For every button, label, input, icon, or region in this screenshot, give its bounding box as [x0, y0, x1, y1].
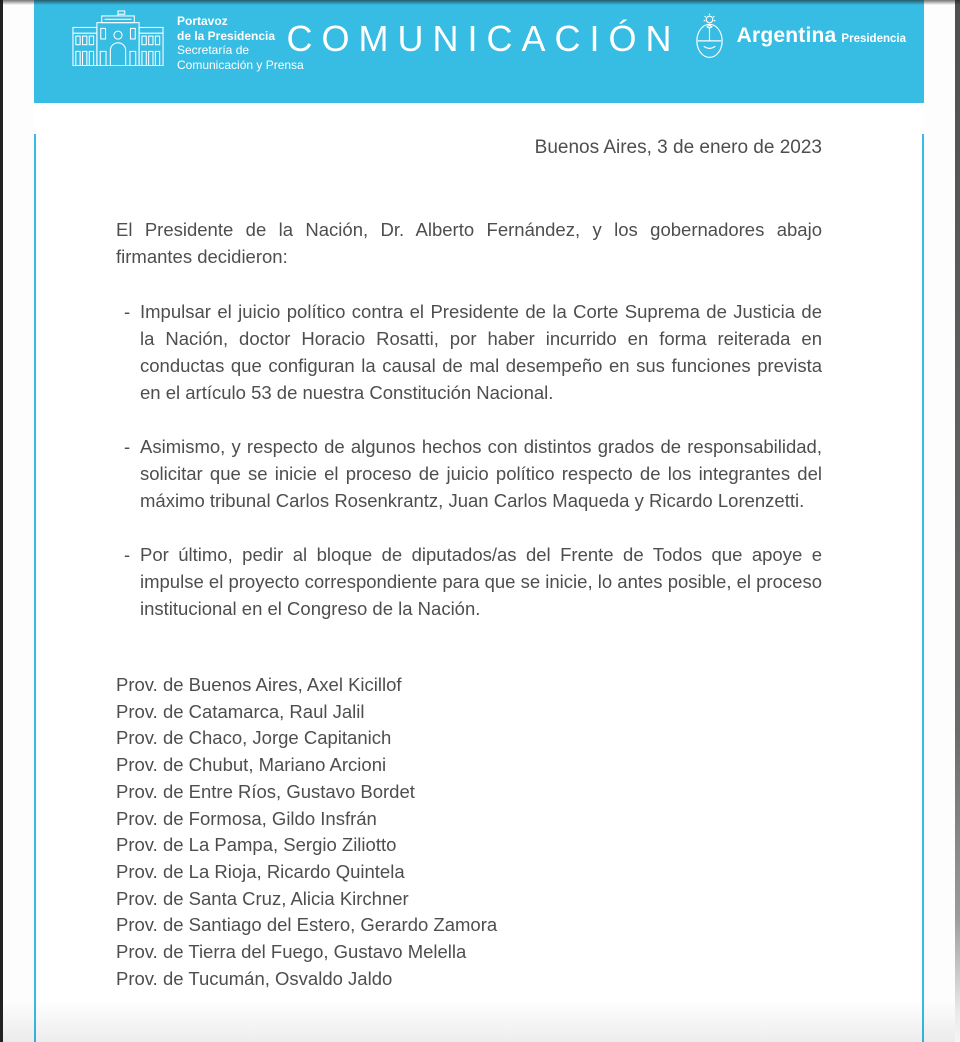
intro-paragraph: El Presidente de la Nación, Dr. Alberto Fernández, y los gobernadores abajo firmantes decidieron: — [116, 219, 822, 267]
brand-presidencia-label: Presidencia — [841, 33, 906, 45]
signatory-line: Prov. de Santa Cruz, Alicia Kirchner — [116, 887, 409, 909]
bullet-text: Impulsar el juicio político contra el Presidente de la Corte Suprema de Justicia de la Nación, doctor Horacio Rosatti, por haber incurrido en forma reiterada en conductas que configuran la causal de mal desempeño en sus funciones prevista en el artículo 53 de nuestra Constitución Nacional. — [140, 301, 822, 403]
signatories-list — [116, 672, 822, 992]
bullet-item — [116, 433, 822, 514]
signatory-line: Prov. de Tucumán, Osvaldo Jaldo — [116, 967, 393, 989]
date-line: Buenos Aires, 3 de enero de 2023 — [534, 137, 822, 158]
right-screen-edge — [955, 0, 960, 1042]
argentina-coat-of-arms-icon — [692, 12, 727, 60]
bullet-dash-marker: - — [124, 544, 131, 565]
decision-bullet-list — [116, 298, 822, 622]
signatory-line: Prov. de Formosa, Gildo Insfrán — [116, 807, 377, 829]
argentina-brand-lockup — [692, 12, 906, 60]
signatory-line: Prov. de Entre Ríos, Gustavo Bordet — [116, 780, 415, 802]
signatory-line: Prov. de Chubut, Mariano Arcioni — [116, 754, 387, 776]
signatory-line: Prov. de La Pampa, Sergio Ziliotto — [116, 834, 397, 856]
bullet-text: Por último, pedir al bloque de diputados/as del Frente de Todos que apoye e impulse el proyecto correspondiente para que se inicie, lo antes posible, el proceso institucional en el Congreso de la Nación. — [140, 544, 822, 619]
signatory-line: Prov. de Tierra del Fuego, Gustavo Melella — [116, 941, 467, 963]
bullet-dash-marker: - — [124, 436, 131, 457]
portavoz-line: Secretaría de — [177, 43, 250, 57]
portavoz-line: Portavoz — [177, 14, 228, 28]
bullet-item — [116, 298, 822, 406]
page-title: COMUNICACIÓN — [286, 18, 681, 59]
brand-text — [737, 24, 906, 48]
signatory-line: Prov. de La Rioja, Ricardo Quintela — [116, 860, 405, 882]
brand-argentina-label: Argentina — [736, 24, 837, 47]
document-body — [34, 134, 924, 1042]
signatory-line: Prov. de Chaco, Jorge Capitanich — [116, 727, 392, 749]
bullet-dash-marker: - — [124, 301, 131, 322]
signatory-line: Prov. de Buenos Aires, Axel Kicillof — [116, 674, 402, 695]
portavoz-line: Comunicación y Prensa — [177, 57, 304, 72]
bullet-item — [116, 541, 822, 622]
signatory-line: Prov. de Catamarca, Raul Jalil — [116, 700, 365, 722]
press-release-document — [34, 0, 924, 1042]
left-screen-edge — [0, 0, 3, 1042]
signatory-line: Prov. de Santiago del Estero, Gerardo Zamora — [116, 914, 498, 936]
top-shadow-edge — [0, 0, 960, 5]
portavoz-line: de la Presidencia — [177, 28, 276, 43]
bullet-text: Asimismo, y respecto de algunos hechos con distintos grados de responsabilidad, solicitar que se inicie el proceso de juicio político respecto de los integrantes del máximo tribunal Carlos Rosenkrantz, Juan Carlos Maqueda y Ricardo Lorenzetti. — [140, 436, 822, 511]
document-header-banner — [34, 0, 924, 103]
